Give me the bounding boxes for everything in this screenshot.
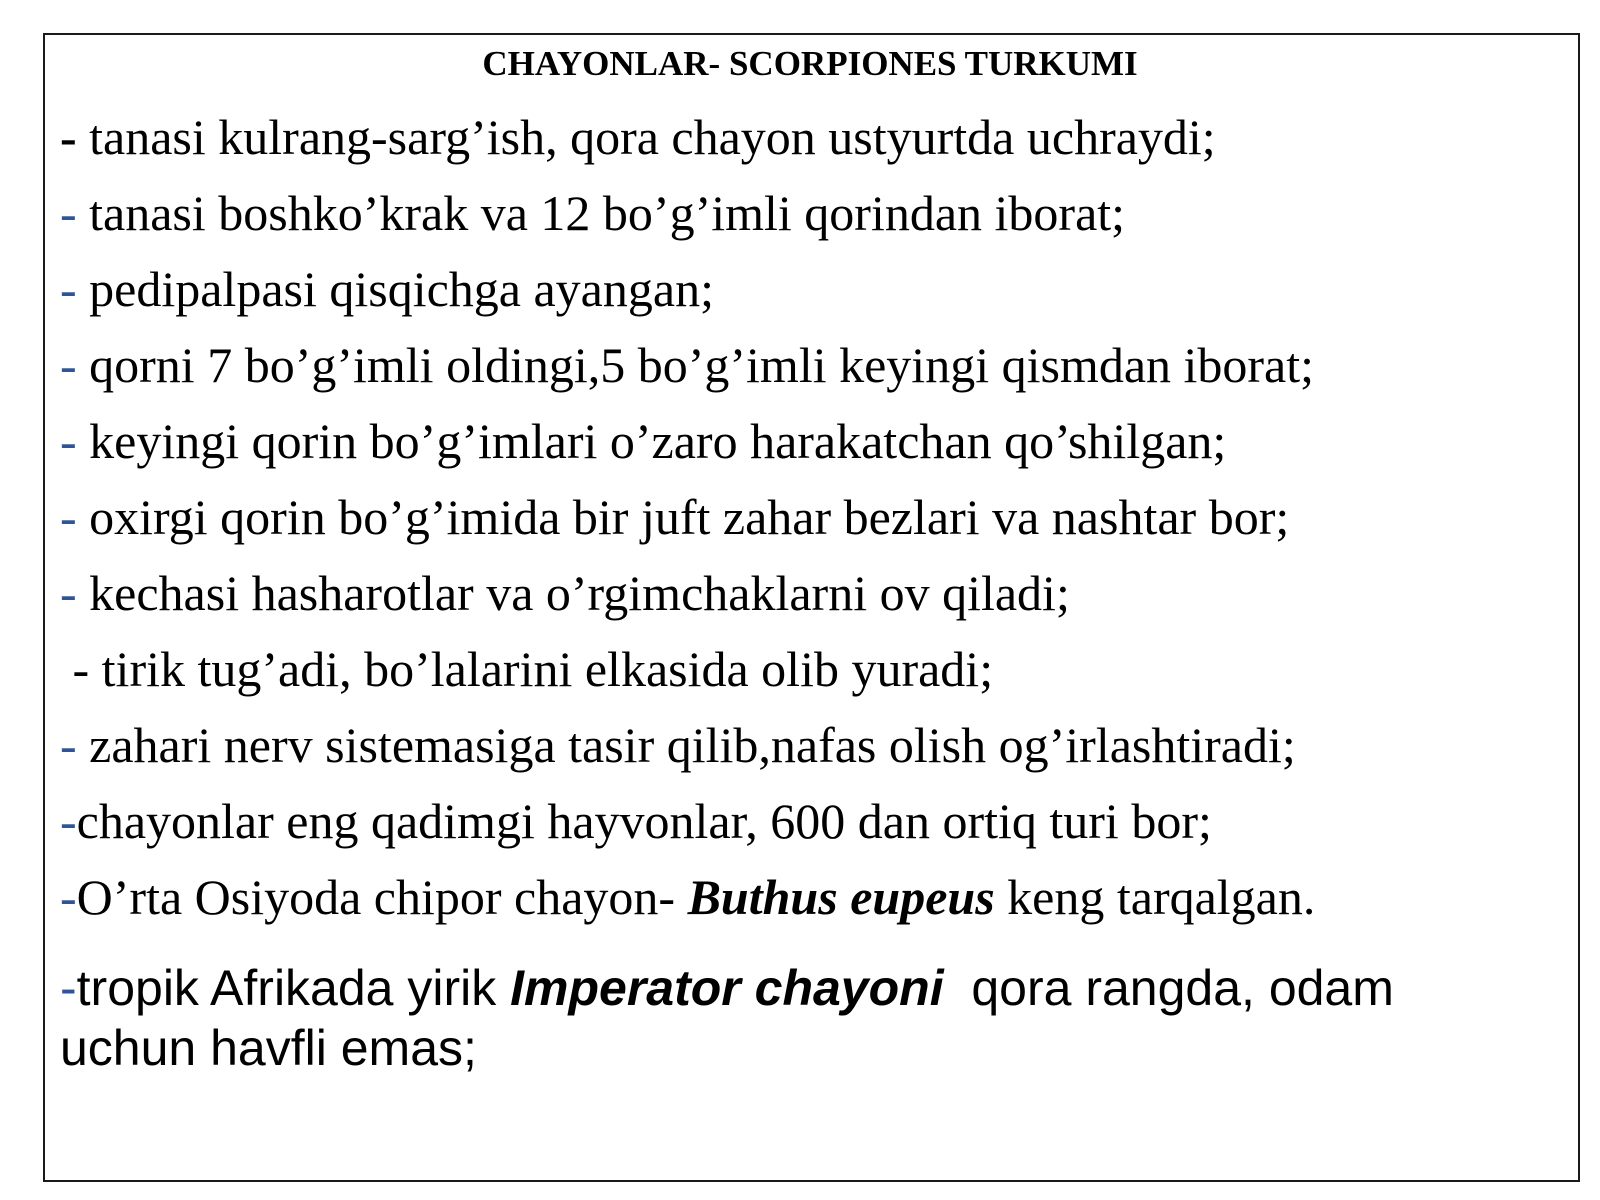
list-item: [60, 411, 1226, 471]
list-item: [60, 791, 1212, 851]
list-item: [60, 487, 1289, 547]
list-item-text: chayonlar eng qadimgi hayvonlar, 600 dan ortiq turi bor;: [76, 793, 1212, 849]
afrika-text-before: tropik Afrikada yirik: [76, 960, 511, 1016]
list-item: [60, 259, 714, 319]
bullet-dash: -: [60, 413, 77, 469]
list-item: [60, 107, 1216, 167]
list-item-text: kechasi hasharotlar va o’rgimchaklarni ov qiladi;: [76, 565, 1070, 621]
list-item-text: keyingi qorin bo’g’imlari o’zaro harakatchan qo’shilgan;: [76, 413, 1227, 469]
list-item: [60, 563, 1070, 623]
list-item-text: tanasi kulrang-sarg’ish, qora chayon ustyurtda uchraydi;: [76, 109, 1216, 165]
list-item-text: qorni 7 bo’g’imli oldingi,5 bo’g’imli keyingi qismdan iborat;: [76, 337, 1315, 393]
bullet-dash: -: [60, 869, 77, 925]
list-item: [60, 639, 993, 699]
osiyo-text-after: keng tarqalgan.: [994, 869, 1316, 925]
species-name-buthus: Buthus eupeus: [687, 869, 995, 925]
list-item: [60, 335, 1314, 395]
bullet-dash: -: [60, 109, 77, 165]
bullet-dash: -: [60, 641, 90, 697]
list-item: [60, 715, 1296, 775]
list-item-text: zahari nerv sistemasiga tasir qilib,nafas olish og’irlashtiradi;: [76, 717, 1296, 773]
list-item-text: tanasi boshko’krak va 12 bo’g’imli qorindan iborat;: [76, 185, 1126, 241]
bullet-dash: -: [60, 185, 77, 241]
slide-title: CHAYONLAR- SCORPIONES TURKUMI: [482, 44, 1138, 83]
list-item-text: pedipalpasi qisqichga ayangan;: [76, 261, 714, 317]
list-item-osiyo: [60, 867, 1315, 927]
osiyo-text-before: O’rta Osiyoda chipor chayon-: [76, 869, 688, 925]
bullet-dash: -: [60, 337, 77, 393]
bullet-dash: -: [60, 717, 77, 773]
list-item-text: tirik tug’adi, bo’lalarini elkasida olib yuradi;: [89, 641, 994, 697]
bullet-dash: -: [60, 793, 77, 849]
bullet-dash: -: [60, 565, 77, 621]
bullet-dash: -: [60, 489, 77, 545]
list-item-text: oxirgi qorin bo’g’imida bir juft zahar bezlari va nashtar bor;: [76, 489, 1290, 545]
bullet-dash: -: [60, 960, 77, 1016]
species-name-imperator: Imperator chayoni: [510, 960, 944, 1016]
list-item: [60, 183, 1125, 243]
bullet-dash: -: [60, 261, 77, 317]
afrika-text-after: qora rangda, odam uchun havfli emas;: [60, 960, 1408, 1076]
list-item-afrika: [60, 958, 1530, 1078]
